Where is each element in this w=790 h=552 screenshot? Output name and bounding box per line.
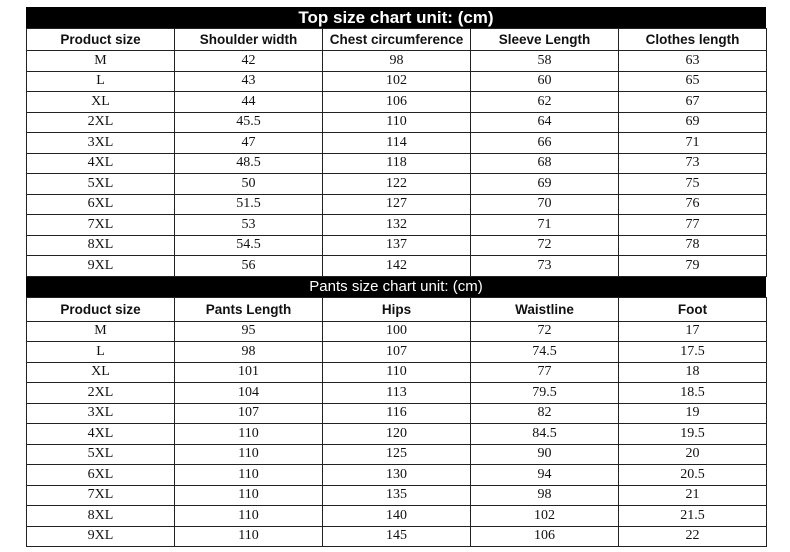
column-header: Waistline <box>471 297 619 321</box>
value-cell: 50 <box>175 174 323 195</box>
value-cell: 104 <box>175 383 323 404</box>
size-cell: 5XL <box>27 444 175 465</box>
value-cell: 78 <box>619 235 767 256</box>
table-row <box>27 215 767 236</box>
value-cell: 110 <box>175 526 323 547</box>
value-cell: 145 <box>323 526 471 547</box>
value-cell: 53 <box>175 215 323 236</box>
value-cell: 100 <box>323 321 471 342</box>
value-cell: 54.5 <box>175 235 323 256</box>
column-header: Pants Length <box>175 297 323 321</box>
table-row <box>27 235 767 256</box>
value-cell: 72 <box>471 321 619 342</box>
size-cell: 3XL <box>27 403 175 424</box>
value-cell: 72 <box>471 235 619 256</box>
column-header: Shoulder width <box>175 29 323 51</box>
value-cell: 107 <box>175 403 323 424</box>
value-cell: 110 <box>175 424 323 445</box>
size-cell: XL <box>27 362 175 383</box>
value-cell: 18.5 <box>619 383 767 404</box>
value-cell: 137 <box>323 235 471 256</box>
table-row <box>27 133 767 154</box>
value-cell: 75 <box>619 174 767 195</box>
value-cell: 74.5 <box>471 342 619 363</box>
value-cell: 42 <box>175 51 323 72</box>
value-cell: 95 <box>175 321 323 342</box>
table-row <box>27 403 767 424</box>
value-cell: 77 <box>619 215 767 236</box>
size-cell: 4XL <box>27 424 175 445</box>
value-cell: 110 <box>175 465 323 486</box>
size-cell: XL <box>27 92 175 113</box>
value-cell: 63 <box>619 51 767 72</box>
value-cell: 68 <box>471 153 619 174</box>
table-row <box>27 51 767 72</box>
size-cell: 5XL <box>27 174 175 195</box>
column-header: Chest circumference <box>323 29 471 51</box>
value-cell: 79 <box>619 256 767 277</box>
value-cell: 84.5 <box>471 424 619 445</box>
table-row <box>27 444 767 465</box>
table-row <box>27 321 767 342</box>
table-row <box>27 112 767 133</box>
value-cell: 51.5 <box>175 194 323 215</box>
table-row <box>27 71 767 92</box>
value-cell: 66 <box>471 133 619 154</box>
value-cell: 120 <box>323 424 471 445</box>
pants-chart-title: Pants size chart unit: (cm) <box>26 277 766 297</box>
size-cell: 6XL <box>27 465 175 486</box>
table-row <box>27 362 767 383</box>
value-cell: 73 <box>471 256 619 277</box>
size-cell: M <box>27 321 175 342</box>
table-header-row <box>27 29 767 51</box>
size-chart <box>26 7 766 547</box>
size-cell: 9XL <box>27 256 175 277</box>
value-cell: 90 <box>471 444 619 465</box>
value-cell: 98 <box>471 485 619 506</box>
value-cell: 71 <box>471 215 619 236</box>
top-chart-title: Top size chart unit: (cm) <box>26 7 766 28</box>
column-header: Product size <box>27 297 175 321</box>
table-row <box>27 485 767 506</box>
table-row <box>27 506 767 527</box>
table-row <box>27 342 767 363</box>
table-row <box>27 153 767 174</box>
value-cell: 106 <box>323 92 471 113</box>
value-cell: 56 <box>175 256 323 277</box>
value-cell: 67 <box>619 92 767 113</box>
table-row <box>27 174 767 195</box>
table-row <box>27 92 767 113</box>
value-cell: 44 <box>175 92 323 113</box>
value-cell: 135 <box>323 485 471 506</box>
size-cell: L <box>27 71 175 92</box>
value-cell: 65 <box>619 71 767 92</box>
value-cell: 45.5 <box>175 112 323 133</box>
value-cell: 47 <box>175 133 323 154</box>
value-cell: 17 <box>619 321 767 342</box>
value-cell: 17.5 <box>619 342 767 363</box>
value-cell: 69 <box>471 174 619 195</box>
value-cell: 70 <box>471 194 619 215</box>
value-cell: 98 <box>175 342 323 363</box>
value-cell: 110 <box>175 444 323 465</box>
value-cell: 73 <box>619 153 767 174</box>
size-cell: 7XL <box>27 215 175 236</box>
value-cell: 110 <box>323 362 471 383</box>
table-row <box>27 526 767 547</box>
value-cell: 107 <box>323 342 471 363</box>
size-cell: 7XL <box>27 485 175 506</box>
value-cell: 58 <box>471 51 619 72</box>
value-cell: 21.5 <box>619 506 767 527</box>
column-header: Hips <box>323 297 471 321</box>
value-cell: 18 <box>619 362 767 383</box>
value-cell: 79.5 <box>471 383 619 404</box>
value-cell: 110 <box>175 485 323 506</box>
value-cell: 69 <box>619 112 767 133</box>
value-cell: 110 <box>323 112 471 133</box>
value-cell: 60 <box>471 71 619 92</box>
pants-size-table <box>26 297 767 548</box>
value-cell: 82 <box>471 403 619 424</box>
size-cell: 8XL <box>27 506 175 527</box>
value-cell: 140 <box>323 506 471 527</box>
value-cell: 116 <box>323 403 471 424</box>
value-cell: 94 <box>471 465 619 486</box>
size-cell: 4XL <box>27 153 175 174</box>
table-row <box>27 465 767 486</box>
table-row <box>27 194 767 215</box>
column-header: Clothes length <box>619 29 767 51</box>
size-cell: 6XL <box>27 194 175 215</box>
value-cell: 76 <box>619 194 767 215</box>
size-cell: M <box>27 51 175 72</box>
value-cell: 19 <box>619 403 767 424</box>
value-cell: 20.5 <box>619 465 767 486</box>
column-header: Foot <box>619 297 767 321</box>
value-cell: 21 <box>619 485 767 506</box>
value-cell: 106 <box>471 526 619 547</box>
value-cell: 64 <box>471 112 619 133</box>
size-cell: L <box>27 342 175 363</box>
value-cell: 142 <box>323 256 471 277</box>
table-row <box>27 424 767 445</box>
size-cell: 9XL <box>27 526 175 547</box>
size-cell: 2XL <box>27 112 175 133</box>
value-cell: 118 <box>323 153 471 174</box>
size-cell: 8XL <box>27 235 175 256</box>
size-cell: 2XL <box>27 383 175 404</box>
size-cell: 3XL <box>27 133 175 154</box>
value-cell: 125 <box>323 444 471 465</box>
table-row <box>27 256 767 277</box>
value-cell: 132 <box>323 215 471 236</box>
top-size-table <box>26 28 767 277</box>
value-cell: 102 <box>471 506 619 527</box>
value-cell: 130 <box>323 465 471 486</box>
value-cell: 110 <box>175 506 323 527</box>
value-cell: 101 <box>175 362 323 383</box>
value-cell: 122 <box>323 174 471 195</box>
value-cell: 48.5 <box>175 153 323 174</box>
value-cell: 113 <box>323 383 471 404</box>
value-cell: 22 <box>619 526 767 547</box>
value-cell: 20 <box>619 444 767 465</box>
value-cell: 43 <box>175 71 323 92</box>
value-cell: 62 <box>471 92 619 113</box>
table-row <box>27 383 767 404</box>
value-cell: 71 <box>619 133 767 154</box>
table-header-row <box>27 297 767 321</box>
value-cell: 98 <box>323 51 471 72</box>
value-cell: 19.5 <box>619 424 767 445</box>
value-cell: 114 <box>323 133 471 154</box>
column-header: Sleeve Length <box>471 29 619 51</box>
value-cell: 102 <box>323 71 471 92</box>
value-cell: 127 <box>323 194 471 215</box>
column-header: Product size <box>27 29 175 51</box>
value-cell: 77 <box>471 362 619 383</box>
